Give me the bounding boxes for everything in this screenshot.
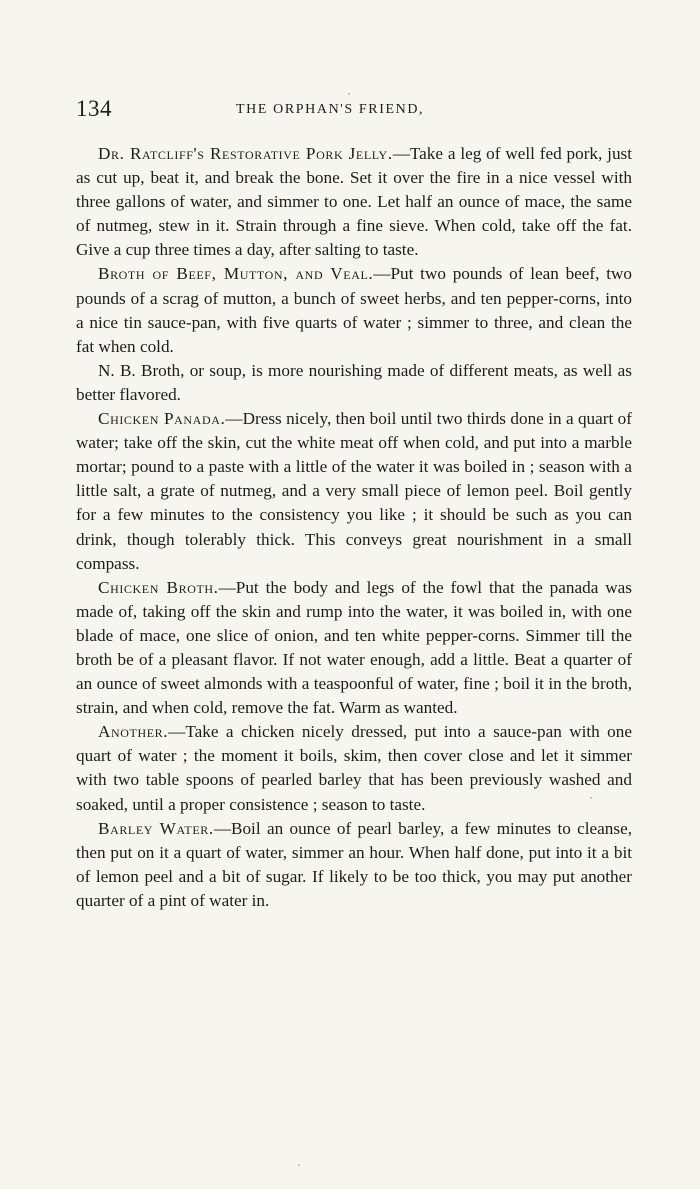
recipe-body: —Take a leg of well fed pork, just as cut up, beat it, and break the bone. Set it over the fire in a nice vessel with three gallons of water, and simmer to one. Let half an ounce of mace, the same of nutmeg, stew in it. Strain through a fine sieve. When cold, take off the fat. Give a cup three times a day, after salting to taste. (76, 144, 632, 260)
recipe-body: —Take a chicken nicely dressed, put into a sauce-pan with one quart of water ; the moment it boils, skim, then cover close and let it simmer with two table spoons of pearled barley that has been previously washed and soaked, until a proper consistence ; season to taste. (76, 722, 632, 814)
recipe-text (76, 142, 632, 913)
recipe-paragraph (76, 142, 632, 262)
recipe-body: —Dress nicely, then boil until two thirds done in a quart of water; take off the skin, cut the white meat off when cold, and put into a marble mortar; pound to a paste with a little of the water it was boiled in ; season with a little salt, a grate of nutmeg, and a very small piece of lemon peel. Boil gently for a few minutes to the consistency you like ; it should be such as you can drink, though tolerably thick. This conveys great nourishment in a small compass. (76, 409, 632, 573)
page-number: 134 (76, 96, 112, 121)
paper-speck (590, 797, 592, 799)
recipe-title: Chicken Panada. (98, 409, 226, 429)
recipe-body: —Boil an ounce of pearl barley, a few minutes to cleanse, then put on it a quart of water, simmer an hour. When half done, put into it a bit of lemon peel and a bit of sugar. If likely to be too thick, you may put another quarter of a pint of water in. (76, 818, 633, 910)
recipe-title: Another. (98, 722, 169, 742)
recipe-body: N. B. Broth, or soup, is more nourishing made of different meats, as well as better flavored. (76, 360, 632, 404)
recipe-title: Dr. Ratcliff's Restorative Pork Jelly. (98, 144, 393, 163)
recipe-paragraph (76, 576, 632, 721)
recipe-paragraph (76, 720, 632, 816)
recipe-paragraph (76, 817, 632, 913)
recipe-title: Broth of Beef, Mutton, and Veal. (98, 264, 374, 284)
recipe-body: —Put two pounds of lean beef, two pounds of a scrag of mutton, a bunch of sweet herbs, and ten pepper-corns, into a nice tin sauce-pan, with five quarts of water ; simmer to three, and clean the fat when cold. (76, 264, 632, 356)
recipe-paragraph (76, 262, 632, 358)
paper-speck (298, 1164, 300, 1166)
recipe-title: Chicken Broth. (98, 577, 219, 597)
recipe-paragraph (76, 407, 632, 576)
running-head: THE ORPHAN'S FRIEND, (236, 102, 425, 117)
page-header (76, 96, 636, 126)
recipe-body: —Put the body and legs of the fowl that the panada was made of, taking off the skin and rump into the water, it was boiled in, with one blade of mace, one slice of onion, and ten white pepper-corns. Simmer till the broth be of a pleasant flavor. If not water enough, add a little. Beat a quarter of an ounce of sweet almonds with a teaspoonful of water, fine ; boil it in the broth, strain, and when cold, remove the fat. Warm as wanted. (76, 577, 632, 718)
note-paragraph (76, 359, 632, 407)
recipe-title: Barley Water. (98, 818, 214, 838)
paper-speck (348, 93, 350, 95)
